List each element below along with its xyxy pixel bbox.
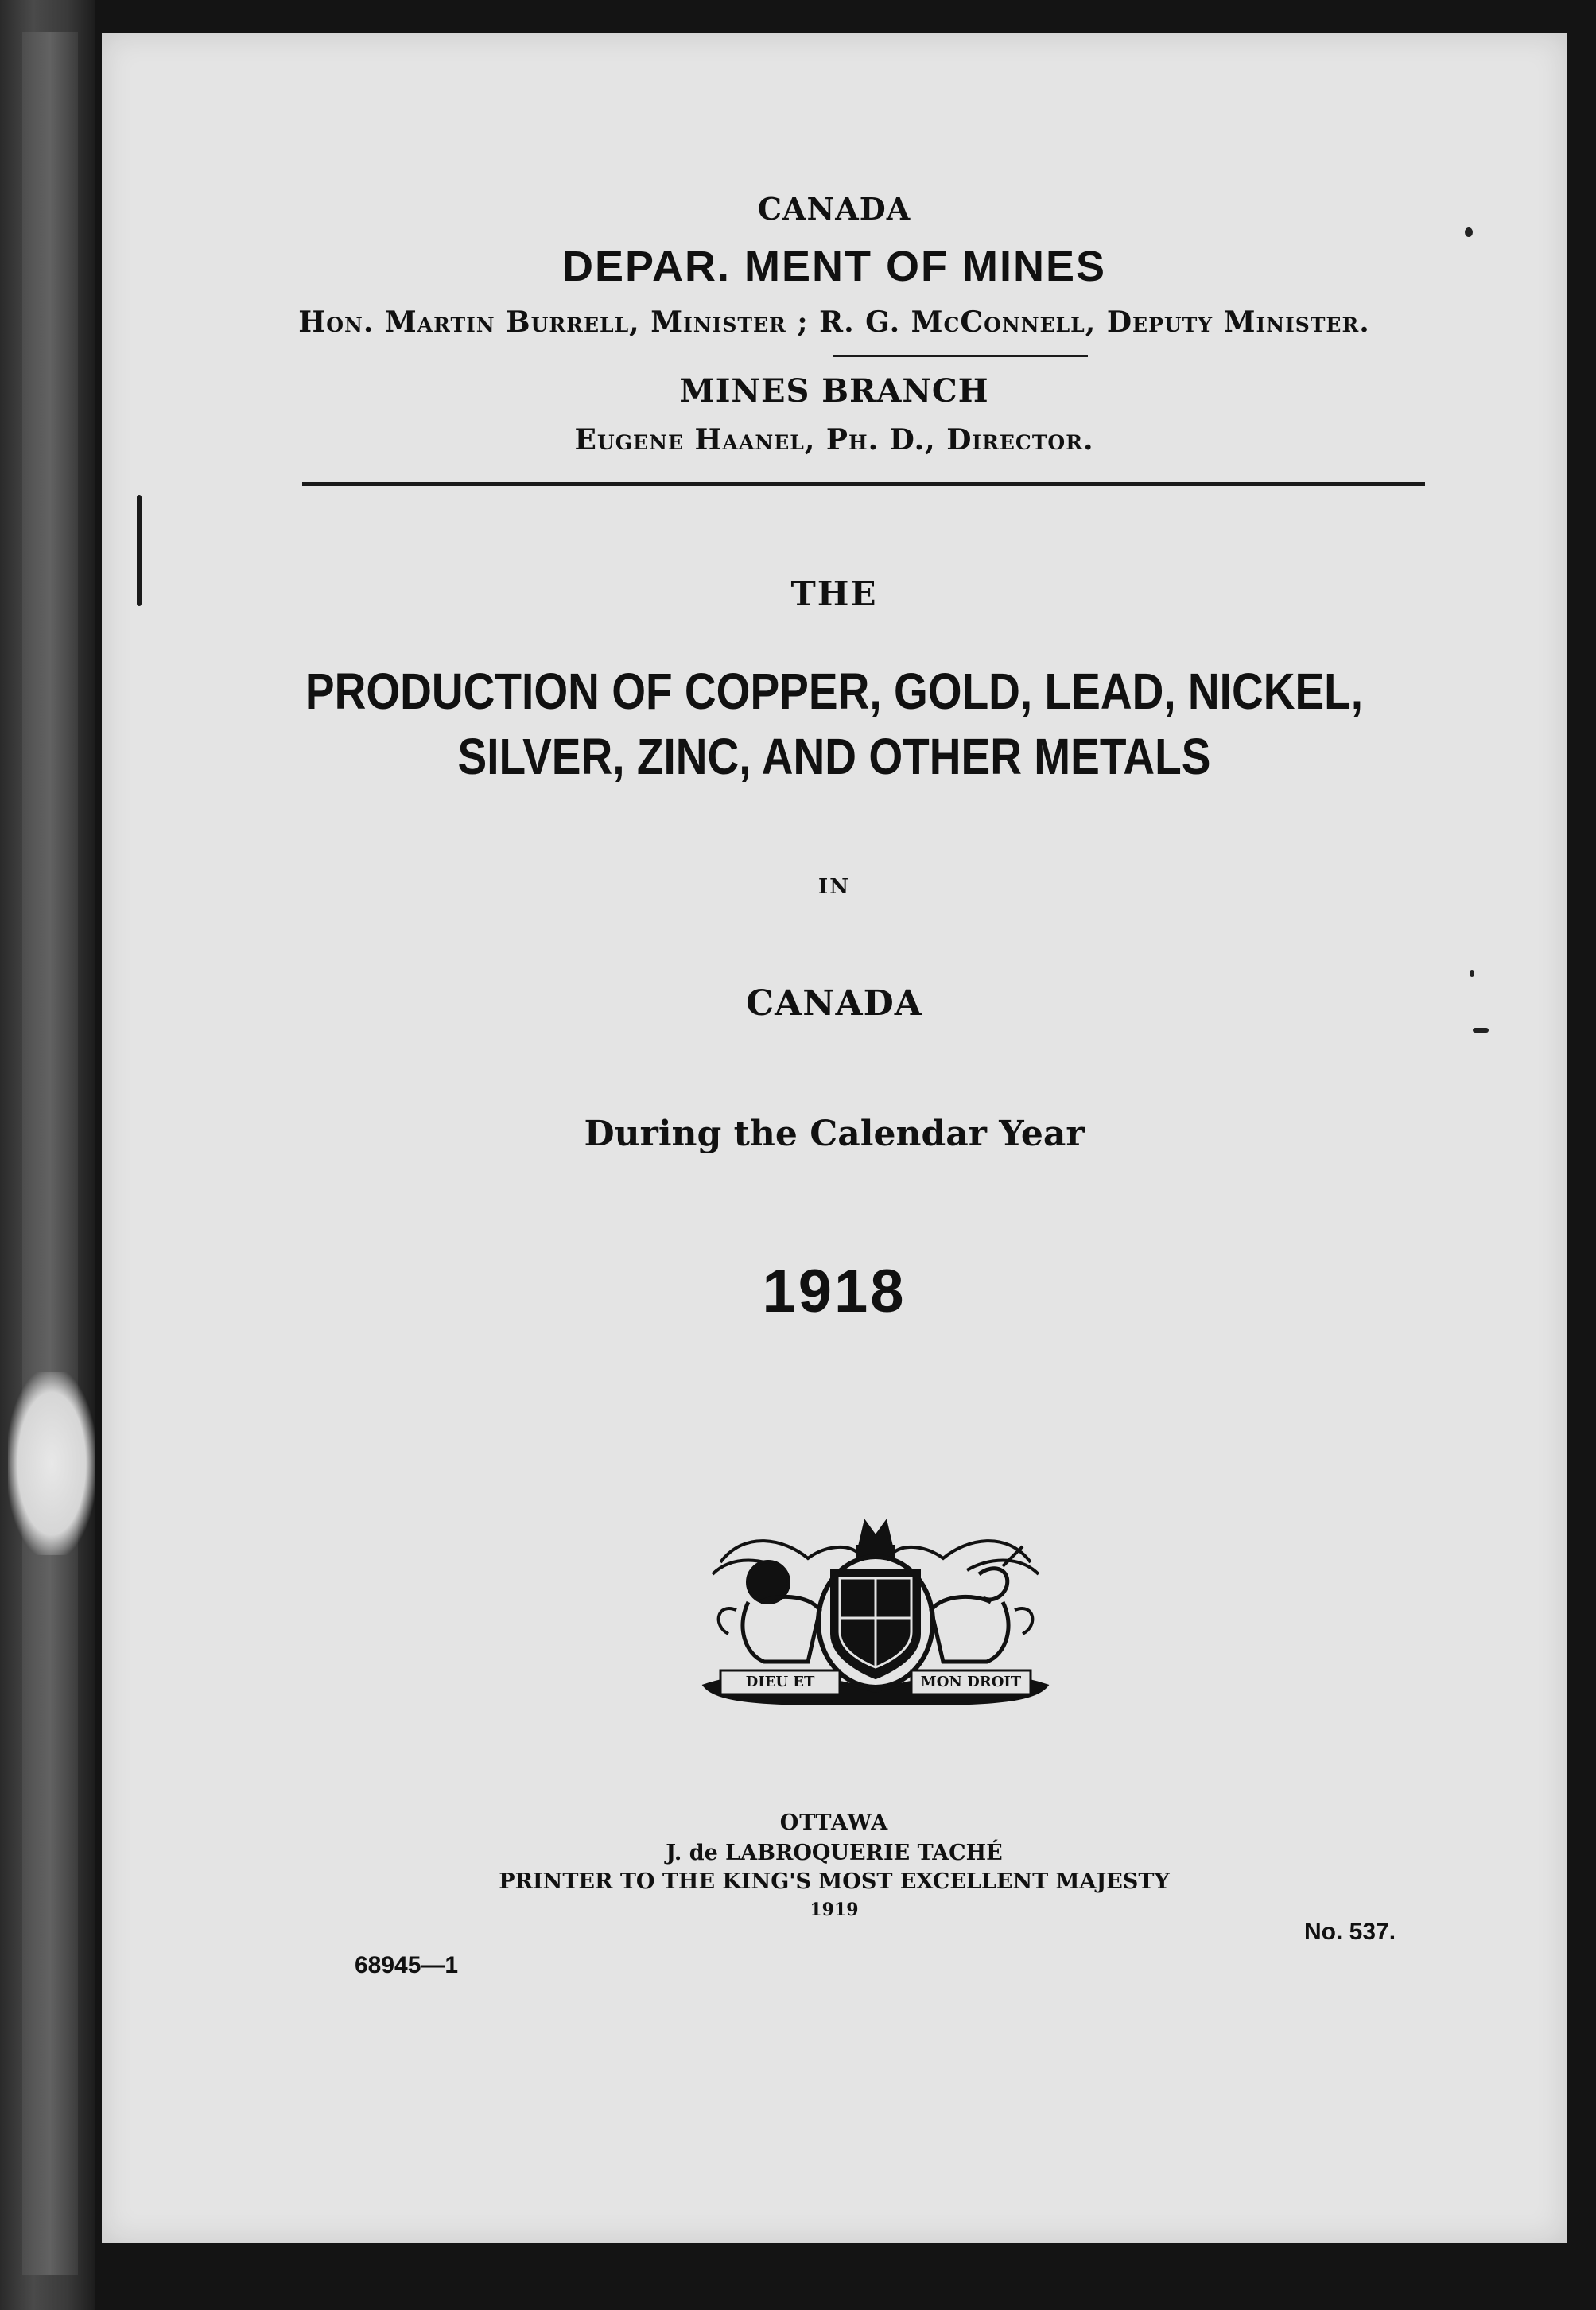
imprint-printer-name: J. de LABROQUERIE TACHÉ [666, 1841, 1003, 1865]
title-period: During the Calendar Year [584, 1114, 1085, 1154]
title-page [102, 33, 1567, 2243]
royal-coat-of-arms-icon [689, 1515, 1062, 1713]
title-place: CANADA [746, 983, 922, 1024]
book-spine [0, 0, 95, 2310]
speck [1470, 970, 1474, 977]
motto-right: MON DROIT [920, 1674, 1022, 1690]
director-line: Eugene Haanel, Ph. D., Director. [574, 423, 1094, 457]
spine-edge [22, 32, 78, 2275]
short-rule [833, 355, 1088, 357]
print-code: 68945—1 [355, 1952, 459, 1978]
imprint-city: OTTAWA [779, 1810, 889, 1835]
title-the: THE [790, 574, 878, 613]
country-heading: CANADA [757, 191, 911, 227]
tape-remnant [8, 1372, 95, 1555]
department-heading: DEPAR. MENT OF MINES [561, 243, 1107, 290]
title-year: 1918 [762, 1258, 907, 1325]
imprint-printer-title: PRINTER TO THE KING'S MOST EXCELLENT MAJESTY [499, 1869, 1170, 1894]
ministers-line: Hon. Martin Burrell, Minister ; R. G. McConnell, Deputy Minister. [298, 305, 1370, 339]
header-rule [302, 482, 1425, 486]
imprint-year: 1919 [810, 1900, 859, 1920]
publication-number: No. 537. [1304, 1919, 1396, 1945]
title-line-2: SILVER, ZINC, AND OTHER METALS [457, 728, 1211, 785]
branch-heading: MINES BRANCH [679, 372, 989, 410]
title-line-1: PRODUCTION OF COPPER, GOLD, LEAD, NICKEL, [305, 663, 1364, 720]
title-in: IN [818, 875, 850, 899]
edge-mark [137, 495, 142, 606]
speck [1465, 228, 1473, 237]
speck [1473, 1028, 1489, 1032]
motto-left: DIEU ET [745, 1674, 815, 1690]
